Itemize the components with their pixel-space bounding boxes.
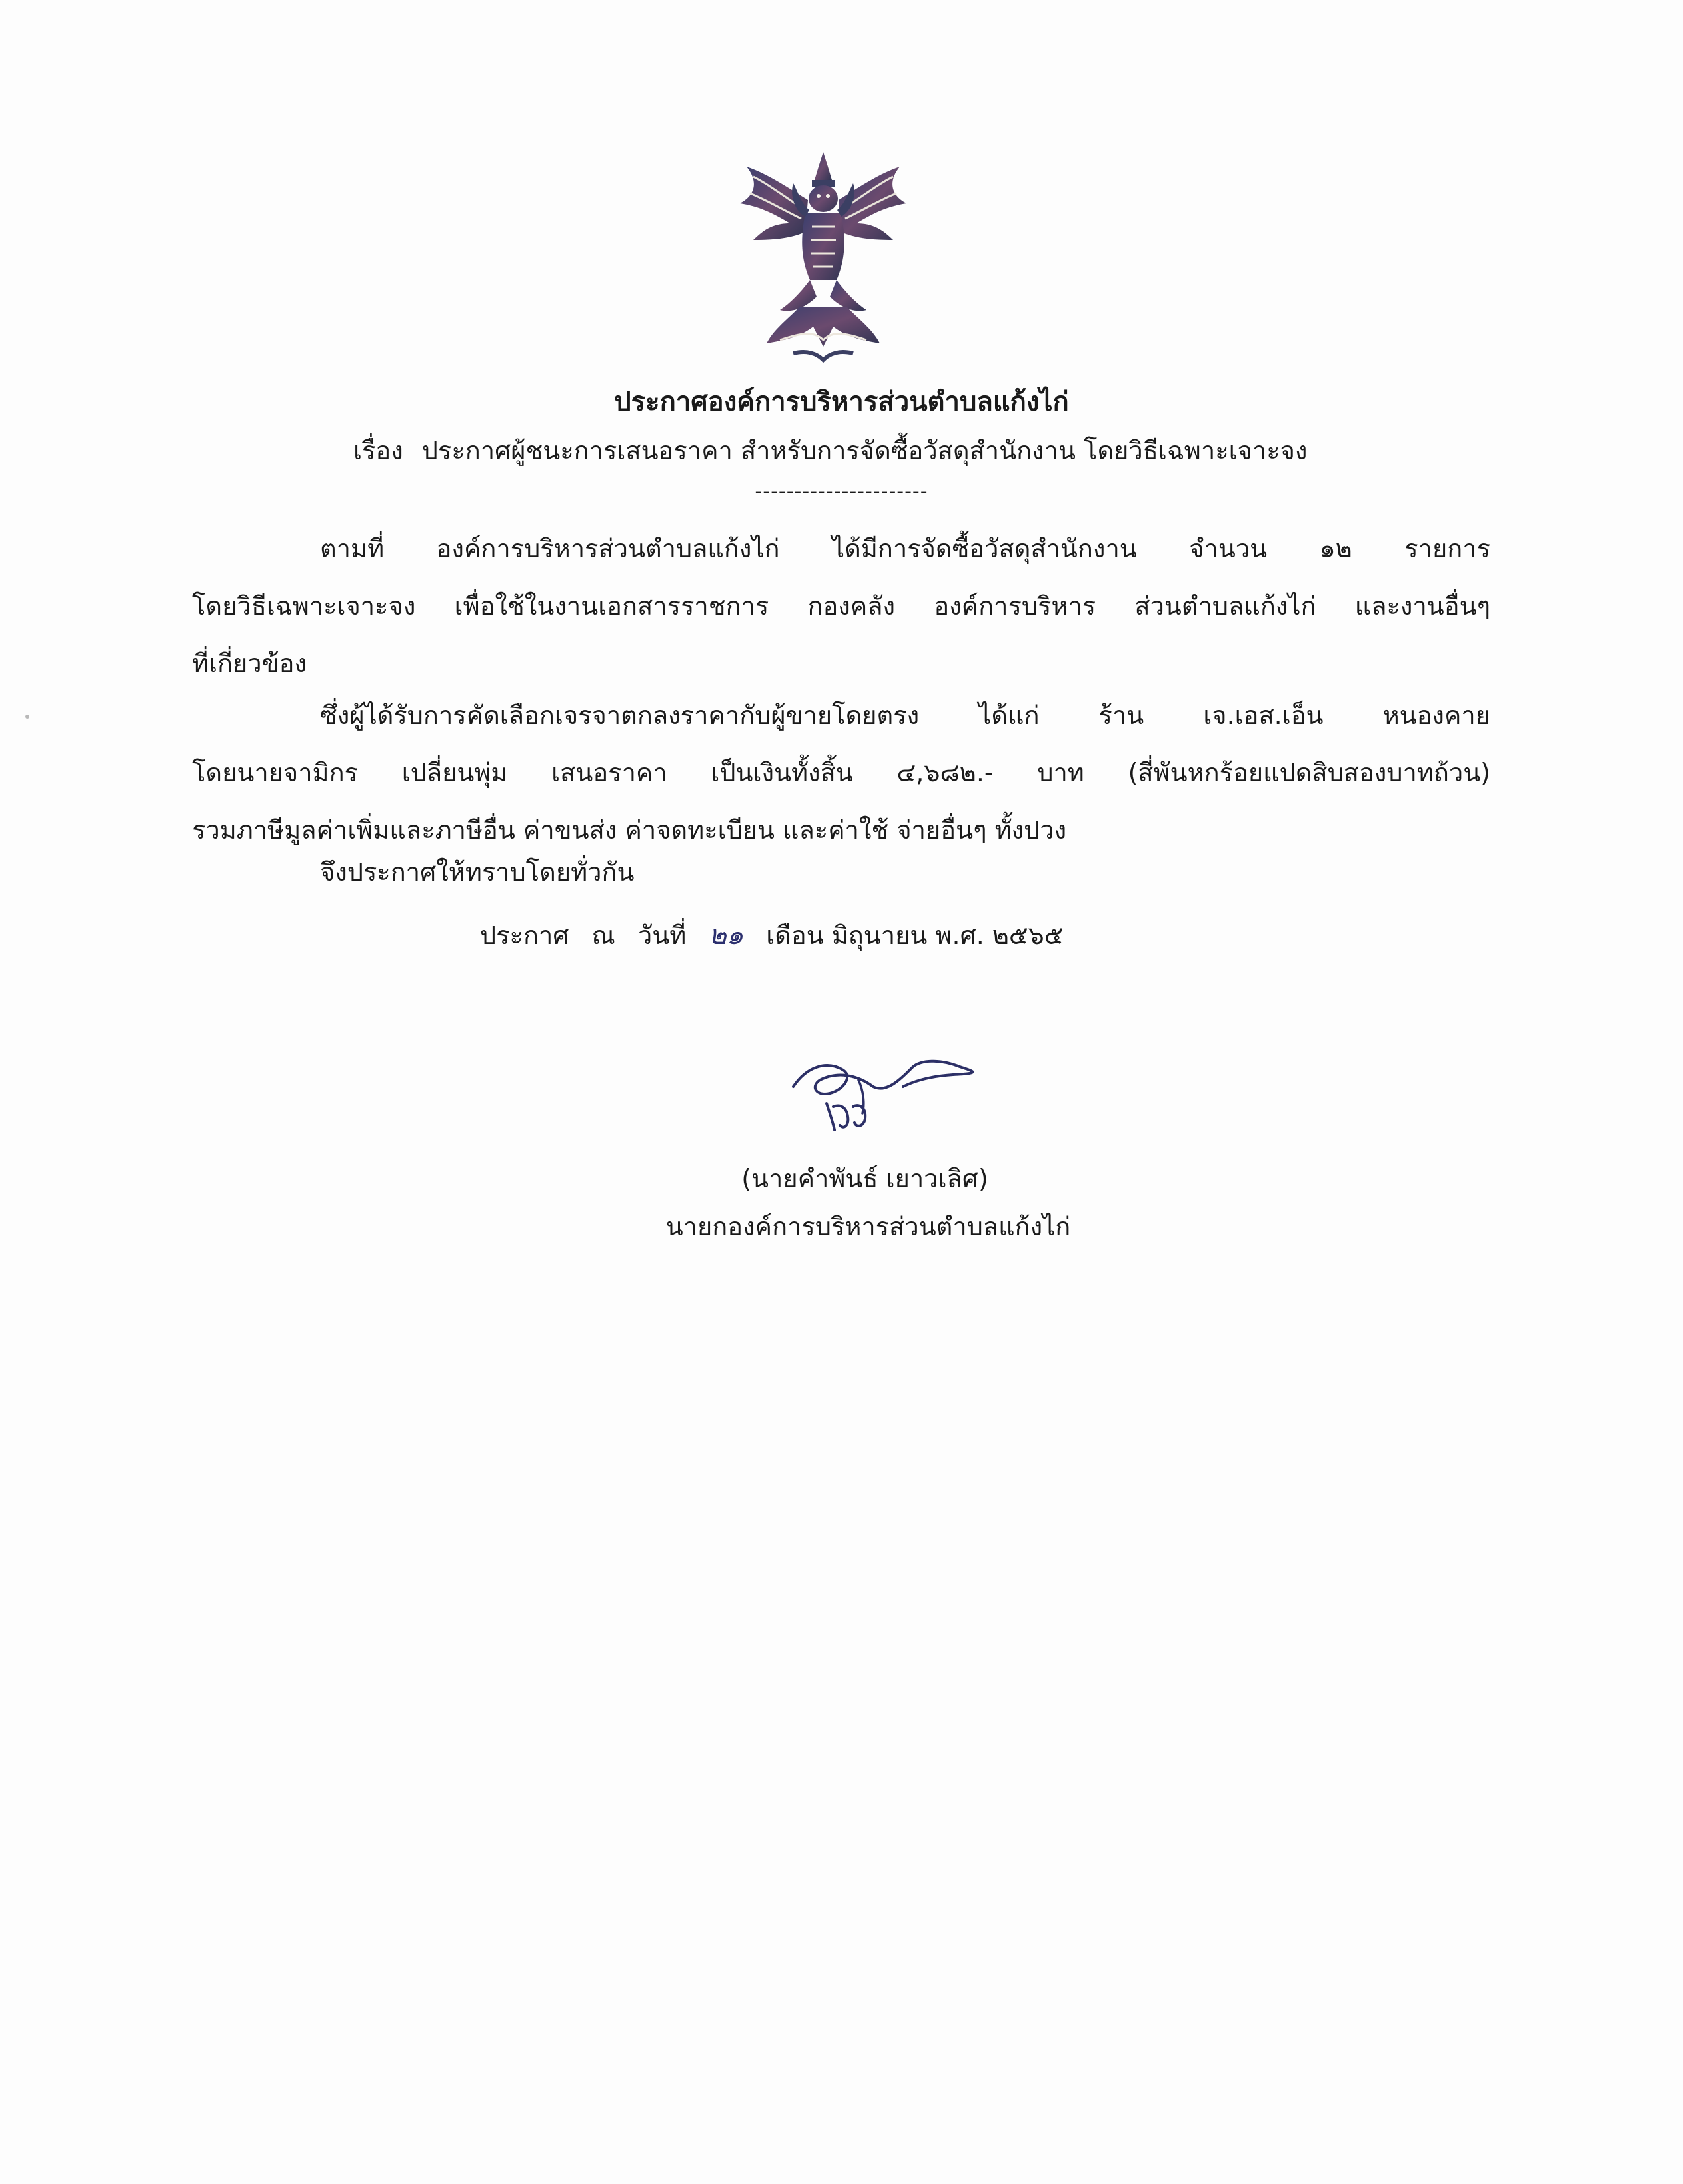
paragraph-1-line-3: ที่เกี่ยวข้อง <box>192 649 307 678</box>
handwritten-signature <box>780 1040 993 1140</box>
scan-speck <box>25 715 29 719</box>
garuda-emblem-icon <box>727 147 920 367</box>
separator-line: ---------------------- <box>755 480 928 503</box>
paragraph-1-line-1: ตามที่ องค์การบริหารส่วนตำบลแก้งไก่ ได้มีการจัดซื้อวัสดุสำนักงาน จำนวน ๑๒ รายการ <box>320 534 1490 563</box>
announce-label: ประกาศ <box>480 921 569 950</box>
day-label: วันที่ <box>637 921 687 950</box>
signer-position: นายกองค์การบริหารส่วนตำบลแก้งไก่ <box>665 1212 1071 1241</box>
closing-statement: จึงประกาศให้ทราบโดยทั่วกัน <box>320 857 635 887</box>
paragraph-1-line-2: โดยวิธีเฉพาะเจาะจง เพื่อใช้ในงานเอกสารราชการ กองคลัง องค์การบริหาร ส่วนตำบลแก้งไก่ และงานอื่นๆ <box>192 591 1490 621</box>
month-year-text: เดือน มิถุนายน พ.ศ. ๒๕๖๕ <box>766 921 1064 950</box>
day-value-handwritten: ๒๑ <box>709 920 744 951</box>
subject-label: เรื่อง <box>353 436 403 465</box>
announcement-date <box>480 917 1078 954</box>
paragraph-2-line-2: โดยนายจามิกร เปลี่ยนพุ่ม เสนอราคา เป็นเงินทั้งสิ้น ๔,๖๘๒.- บาท (สี่พันหกร้อยแปดสิบสองบาทถ้วน) <box>192 758 1490 787</box>
paragraph-2 <box>192 687 1490 859</box>
paragraph-2-line-3: รวมภาษีมูลค่าเพิ่มและภาษีอื่น ค่าขนส่ง ค่าจดทะเบียน และค่าใช้ จ่ายอื่นๆ ทั้งปวง <box>192 815 1067 845</box>
paragraph-1 <box>192 520 1490 692</box>
signer-name: (นายคำพันธ์ เยาวเลิศ) <box>741 1164 988 1193</box>
at-label: ณ <box>591 921 615 950</box>
document-subject <box>353 432 1307 469</box>
paragraph-2-line-1: ซึ่งผู้ได้รับการคัดเลือกเจรจาตกลงราคากับผู้ขายโดยตรง ได้แก่ ร้าน เจ.เอส.เอ็น หนองคาย <box>320 701 1490 730</box>
subject-text: ประกาศผู้ชนะการเสนอราคา สำหรับการจัดซื้อวัสดุสำนักงาน โดยวิธีเฉพาะเจาะจง <box>421 436 1308 465</box>
document-title: ประกาศองค์การบริหารส่วนตำบลแก้งไก่ <box>614 387 1069 417</box>
